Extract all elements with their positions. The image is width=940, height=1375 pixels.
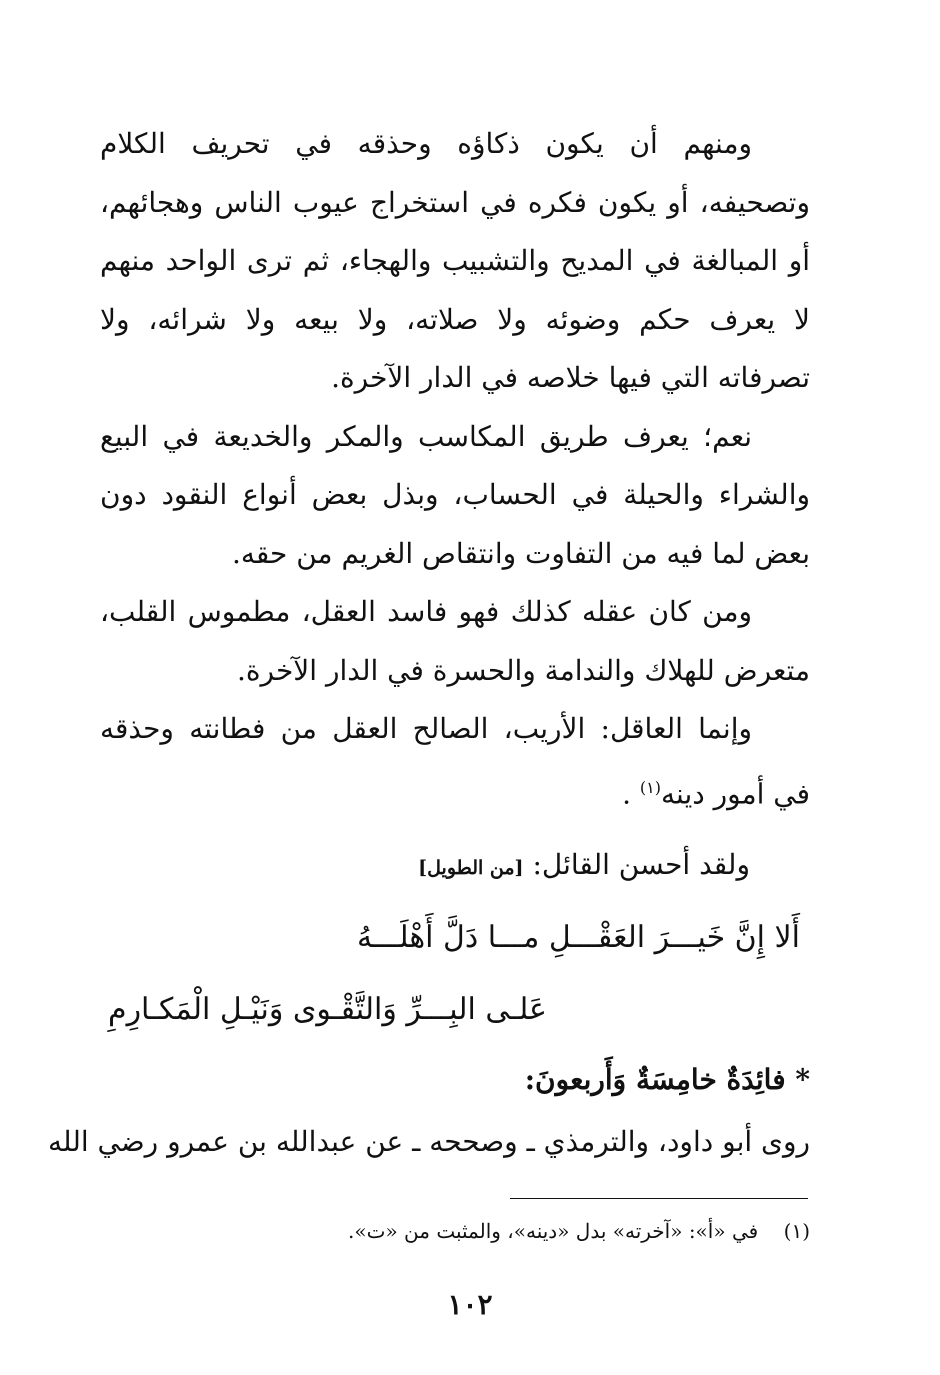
page-number: ١٠٢: [447, 1288, 493, 1321]
poem-meter: [من الطويل]: [418, 857, 524, 879]
paragraph-4-text: وإنما العاقل: الأريب، الصالح العقل من فطانته وحذقه في أمور دينه: [100, 712, 810, 810]
paragraph-2: نعم؛ يعرف طريق المكاسب والمكر والخديعة في البيع والشراء والحيلة في الحساب، وبذل بعض أنواع النقود دون بعض لما فيه من التفاوت وانتقاص الغريم من حقه.: [100, 419, 810, 570]
paragraph-1: ومنهم أن يكون ذكاؤه وحذقه في تحريف الكلام وتصحيفه، أو يكون فكره في استخراج عيوب الناس وهجائهم، أو المبالغة في المديح والتشبيب والهجاء، ثم ترى الواحد منهم لا يعرف حكم وضوئه ولا صلاته، ولا بيعه ولا شرائه، ولا تصرفاته التي فيها خلاصه في الدار الآخرة.: [100, 127, 810, 394]
heading-text: فائِدَةٌ خامِسَةٌ وَأَربعونَ:: [524, 1063, 786, 1096]
main-text: [100, 115, 810, 823]
footnote-divider: [510, 1198, 808, 1199]
paragraph-4: [100, 700, 810, 823]
heading-marker: *: [795, 1063, 810, 1096]
footnote-number: (١): [783, 1219, 810, 1243]
section-heading: [525, 1063, 810, 1096]
paragraph-3: ومن كان عقله كذلك فهو فاسد العقل، مطموس القلب، متعرض للهلاك والندامة والحسرة في الدار الآخرة.: [100, 595, 810, 687]
poem-intro-line: [418, 848, 750, 881]
footnote: [348, 1219, 810, 1243]
footnote-text: في «أ»: «آخرته» بدل «دينه»، والمثبت من «ت».: [348, 1219, 759, 1243]
poem-line-1: أَلا إِنَّ خَيـــرَ العَقْـــلِ مـــا دَلَّ أَهْلَـــهُ: [356, 920, 800, 955]
paragraph-4-end: .: [622, 776, 631, 810]
poem-intro: ولقد أحسن القائل:: [532, 848, 750, 881]
footnote-reference: (١): [639, 777, 661, 797]
poem-line-2: عَلـى البِـــرِّ وَالتَّقْـوى وَنَيْـلِ الْمَكـارِمِ: [108, 992, 547, 1027]
last-line: روى أبو داود، والترمذي ـ وصححه ـ عن عبدالله بن عمرو رضي الله: [48, 1125, 810, 1158]
